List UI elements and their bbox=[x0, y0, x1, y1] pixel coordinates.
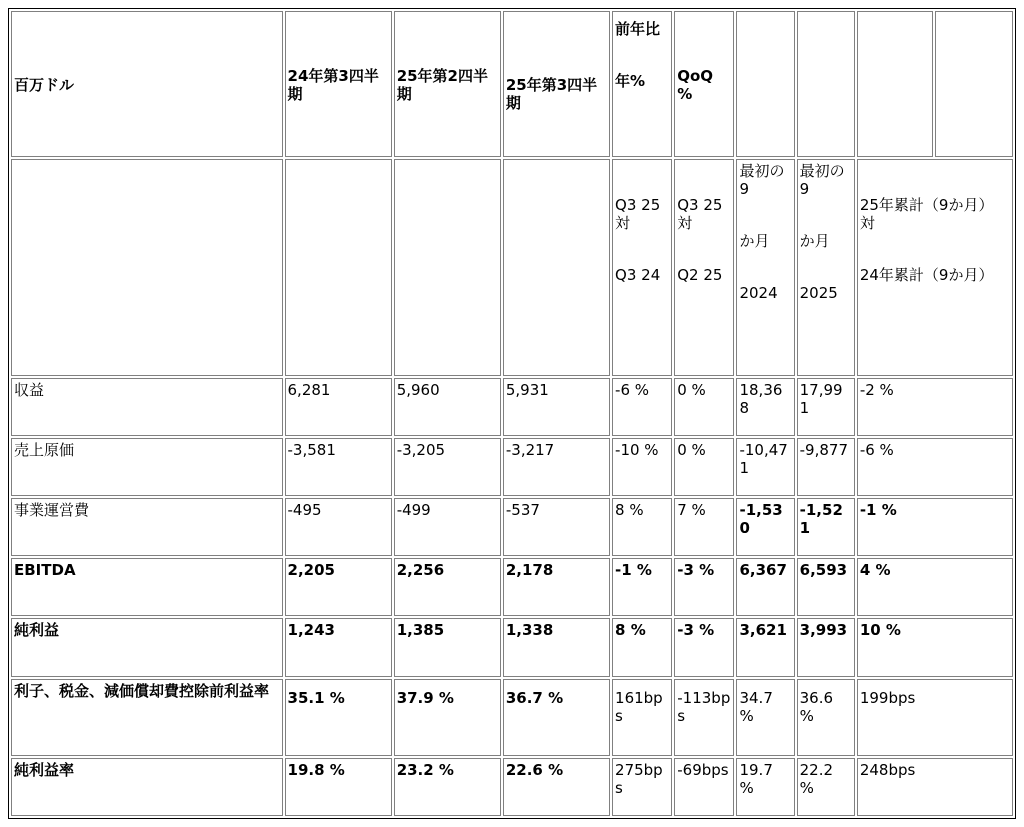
cell-q2-25: 2,256 bbox=[394, 558, 501, 616]
cell-qoq: -113bps bbox=[674, 679, 734, 756]
cell-yoy: 161bps bbox=[612, 679, 672, 756]
cell-ytd: -6 % bbox=[857, 438, 1013, 496]
table-row bbox=[11, 679, 1013, 756]
cell-qoq: 7 % bbox=[674, 498, 734, 556]
cell-ytd: 10 % bbox=[857, 618, 1013, 676]
subheader-empty-label bbox=[11, 159, 283, 376]
row-label: EBITDA bbox=[11, 558, 283, 616]
cell-q2-25: 23.2 % bbox=[394, 758, 501, 816]
row-label: 売上原価 bbox=[11, 438, 283, 496]
cell-q2-25: -3,205 bbox=[394, 438, 501, 496]
cell-ytd: 4 % bbox=[857, 558, 1013, 616]
cell-yoy: 275bps bbox=[612, 758, 672, 816]
cell-yoy: 8 % bbox=[612, 498, 672, 556]
row-label: 純利益率 bbox=[11, 758, 283, 816]
cell-yoy: -10 % bbox=[612, 438, 672, 496]
subheader-empty-2 bbox=[394, 159, 501, 376]
row-label: 収益 bbox=[11, 378, 283, 436]
header-empty-1 bbox=[736, 11, 794, 157]
header-q3-25: 25年第3四半期 bbox=[503, 11, 610, 157]
header-q2-25: 25年第2四半期 bbox=[394, 11, 501, 157]
cell-9m-2024: 3,621 bbox=[736, 618, 794, 676]
cell-qoq: 0 % bbox=[674, 438, 734, 496]
cell-q2-25: 5,960 bbox=[394, 378, 501, 436]
cell-q3-25: -3,217 bbox=[503, 438, 610, 496]
header-row bbox=[11, 11, 1013, 157]
cell-qoq: -69bps bbox=[674, 758, 734, 816]
cell-qoq: -3 % bbox=[674, 558, 734, 616]
cell-yoy: 8 % bbox=[612, 618, 672, 676]
table-row bbox=[11, 618, 1013, 676]
cell-q2-25: 1,385 bbox=[394, 618, 501, 676]
header-yoy-line2: 年% bbox=[615, 72, 646, 90]
cell-9m-2024: 18,368 bbox=[736, 378, 794, 436]
header-empty-2 bbox=[797, 11, 855, 157]
cell-ytd: -1 % bbox=[857, 498, 1013, 556]
subheader-row bbox=[11, 159, 1013, 376]
subheader-qoq-compare: Q3 25 対 Q2 25 bbox=[674, 159, 734, 376]
cell-ytd: 199bps bbox=[857, 679, 1013, 756]
header-q3-24: 24年第3四半期 bbox=[285, 11, 392, 157]
cell-q3-24: 6,281 bbox=[285, 378, 392, 436]
cell-q3-24: -3,581 bbox=[285, 438, 392, 496]
cell-qoq: -3 % bbox=[674, 618, 734, 676]
subheader-yoy-compare: Q3 25 対 Q3 24 bbox=[612, 159, 672, 376]
header-empty-4 bbox=[935, 11, 1013, 157]
cell-q3-25: -537 bbox=[503, 498, 610, 556]
cell-9m-2024: -1,530 bbox=[736, 498, 794, 556]
financial-results-table bbox=[8, 8, 1016, 819]
cell-q2-25: -499 bbox=[394, 498, 501, 556]
row-label: 純利益 bbox=[11, 618, 283, 676]
cell-q3-25: 2,178 bbox=[503, 558, 610, 616]
subheader-9m-2024: 最初の 9 か月 2024 bbox=[736, 159, 794, 376]
cell-9m-2024: -10,471 bbox=[736, 438, 794, 496]
subheader-empty-3 bbox=[503, 159, 610, 376]
cell-9m-2025: 6,593 bbox=[797, 558, 855, 616]
cell-q3-25: 36.7 % bbox=[503, 679, 610, 756]
cell-9m-2025: -9,877 bbox=[797, 438, 855, 496]
cell-9m-2024: 19.7 % bbox=[736, 758, 794, 816]
cell-q3-25: 1,338 bbox=[503, 618, 610, 676]
cell-9m-2025: 17,991 bbox=[797, 378, 855, 436]
cell-q3-25: 22.6 % bbox=[503, 758, 610, 816]
cell-qoq: 0 % bbox=[674, 378, 734, 436]
row-label: 事業運営費 bbox=[11, 498, 283, 556]
header-empty-3 bbox=[857, 11, 934, 157]
cell-ytd: -2 % bbox=[857, 378, 1013, 436]
row-label: 利子、税金、減価償却費控除前利益率 bbox=[11, 679, 283, 756]
subheader-9m-2025: 最初の 9 か月 2025 bbox=[797, 159, 855, 376]
cell-q3-24: -495 bbox=[285, 498, 392, 556]
header-unit: 百万ドル bbox=[11, 11, 283, 157]
table-row bbox=[11, 378, 1013, 436]
table-row bbox=[11, 558, 1013, 616]
cell-ytd: 248bps bbox=[857, 758, 1013, 816]
cell-yoy: -6 % bbox=[612, 378, 672, 436]
table-row bbox=[11, 758, 1013, 816]
cell-q3-24: 1,243 bbox=[285, 618, 392, 676]
cell-q3-24: 2,205 bbox=[285, 558, 392, 616]
header-yoy bbox=[612, 11, 672, 157]
header-yoy-line1: 前年比 bbox=[615, 20, 661, 38]
subheader-ytd-compare: 25年累計（9か月） 対 24年累計（9か月） bbox=[857, 159, 1013, 376]
subheader-empty-1 bbox=[285, 159, 392, 376]
cell-9m-2024: 6,367 bbox=[736, 558, 794, 616]
cell-q3-25: 5,931 bbox=[503, 378, 610, 436]
cell-q3-24: 19.8 % bbox=[285, 758, 392, 816]
cell-9m-2024: 34.7 % bbox=[736, 679, 794, 756]
table-row bbox=[11, 498, 1013, 556]
cell-9m-2025: 22.2 % bbox=[797, 758, 855, 816]
table-row bbox=[11, 438, 1013, 496]
header-qoq: QoQ % bbox=[674, 11, 734, 157]
cell-q3-24: 35.1 % bbox=[285, 679, 392, 756]
cell-9m-2025: 36.6 % bbox=[797, 679, 855, 756]
cell-9m-2025: 3,993 bbox=[797, 618, 855, 676]
cell-q2-25: 37.9 % bbox=[394, 679, 501, 756]
cell-yoy: -1 % bbox=[612, 558, 672, 616]
cell-9m-2025: -1,521 bbox=[797, 498, 855, 556]
